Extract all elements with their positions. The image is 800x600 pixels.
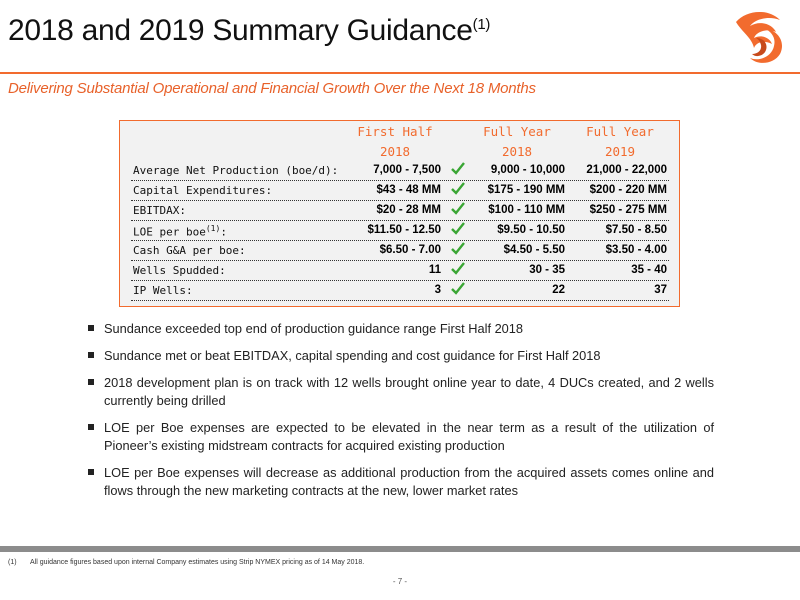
full-year-2019-value: 35 - 40 bbox=[631, 264, 667, 276]
full-year-2018-value: $175 - 190 MM bbox=[487, 184, 565, 196]
checkmark-icon bbox=[450, 281, 466, 297]
footer-divider bbox=[0, 546, 800, 552]
title-footnote-marker: (1) bbox=[472, 16, 491, 33]
list-item: LOE per Boe expenses will decrease as additional production from the acquired assets comes online and flows through the new marketing contracts at the new, lower market rates bbox=[88, 464, 714, 500]
row-label: Average Net Production (boe/d): bbox=[133, 164, 339, 177]
list-item: 2018 development plan is on track with 12 wells brought online year to date, 4 DUCs created, and 2 wells currently being drilled bbox=[88, 374, 714, 410]
column-header-full-year-2019: Full Year 2019 bbox=[586, 124, 654, 159]
bullet-square-icon bbox=[88, 325, 94, 331]
list-item: Sundance exceeded top end of production guidance range First Half 2018 bbox=[88, 320, 714, 338]
column-header-full-year-2018: Full Year 2018 bbox=[483, 124, 551, 159]
table-row bbox=[131, 281, 669, 301]
row-footnote-marker: (1) bbox=[205, 224, 221, 233]
full-year-2018-value: 9,000 - 10,000 bbox=[490, 164, 565, 176]
row-label: LOE per boe$^{(1)}$: bbox=[133, 224, 227, 239]
first-half-2018-value: $20 - 28 MM bbox=[376, 204, 441, 216]
bullet-list bbox=[88, 320, 714, 509]
full-year-2019-value: $250 - 275 MM bbox=[589, 204, 667, 216]
full-year-2019-value: $7.50 - 8.50 bbox=[605, 224, 667, 236]
full-year-2018-value: $100 - 110 MM bbox=[488, 204, 565, 216]
list-item: LOE per Boe expenses are expected to be elevated in the near term as a result of the utilization of Pioneer’s existing midstream contracts for acquired existing production bbox=[88, 419, 714, 455]
bullet-square-icon bbox=[88, 379, 94, 385]
full-year-2019-value: 21,000 - 22,000 bbox=[586, 164, 667, 176]
header-divider bbox=[0, 72, 800, 74]
page-subtitle: Delivering Substantial Operational and Financial Growth Over the Next 18 Months bbox=[8, 80, 536, 97]
first-half-2018-value: 3 bbox=[434, 284, 441, 296]
checkmark-icon bbox=[450, 201, 466, 217]
full-year-2018-value: 22 bbox=[552, 284, 565, 296]
full-year-2018-value: 30 - 35 bbox=[529, 264, 565, 276]
column-header-first-half-2018: First Half 2018 bbox=[357, 124, 433, 159]
table-row bbox=[131, 221, 669, 241]
first-half-2018-value: 11 bbox=[428, 264, 441, 276]
table-row bbox=[131, 161, 669, 181]
bullet-square-icon bbox=[88, 469, 94, 475]
row-label: EBITDAX: bbox=[133, 204, 186, 217]
flame-logo-icon bbox=[726, 8, 788, 66]
row-label: IP Wells: bbox=[133, 284, 193, 297]
first-half-2018-value: 7,000 - 7,500 bbox=[373, 164, 441, 176]
full-year-2019-value: 37 bbox=[654, 284, 667, 296]
row-label: Cash G&A per boe: bbox=[133, 244, 246, 257]
table-row bbox=[131, 241, 669, 261]
list-item: Sundance met or beat EBITDAX, capital spending and cost guidance for First Half 2018 bbox=[88, 347, 714, 365]
checkmark-icon bbox=[450, 161, 466, 177]
row-label: Capital Expenditures: bbox=[133, 184, 273, 197]
bullet-square-icon bbox=[88, 352, 94, 358]
full-year-2019-value: $3.50 - 4.00 bbox=[605, 244, 667, 256]
footnote-text: All guidance figures based upon internal Company estimates using Strip NYMEX pricing as of 14 May 2018. bbox=[30, 559, 365, 566]
full-year-2019-value: $200 - 220 MM bbox=[589, 184, 667, 196]
page-title: 2018 and 2019 Summary Guidance$^{(1)}$ bbox=[8, 14, 491, 47]
checkmark-icon bbox=[450, 241, 466, 257]
row-label: Wells Spudded: bbox=[133, 264, 226, 277]
checkmark-icon bbox=[450, 261, 466, 277]
page-number: - 7 - bbox=[392, 577, 408, 586]
first-half-2018-value: $6.50 - 7.00 bbox=[379, 244, 441, 256]
first-half-2018-value: $43 - 48 MM bbox=[376, 184, 441, 196]
first-half-2018-value: $11.50 - 12.50 bbox=[367, 224, 441, 236]
table-row bbox=[131, 181, 669, 201]
checkmark-icon bbox=[450, 181, 466, 197]
table-row bbox=[131, 261, 669, 281]
bullet-square-icon bbox=[88, 424, 94, 430]
full-year-2018-value: $4.50 - 5.50 bbox=[503, 244, 565, 256]
table-row bbox=[131, 201, 669, 221]
checkmark-icon bbox=[450, 221, 466, 237]
full-year-2018-value: $9.50 - 10.50 bbox=[497, 224, 565, 236]
footnote-number: (1) bbox=[8, 559, 17, 566]
